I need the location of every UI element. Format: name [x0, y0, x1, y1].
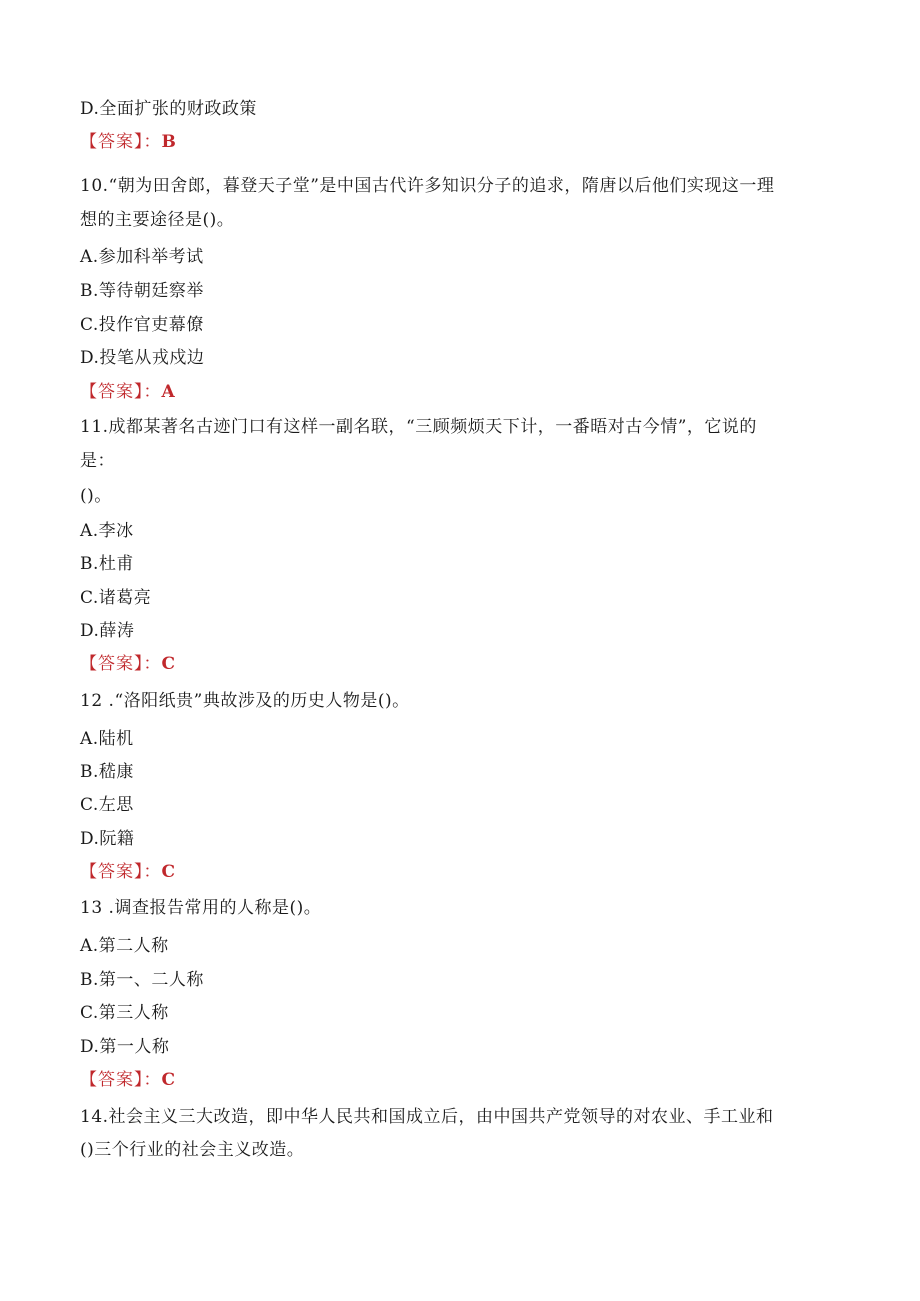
option-line: D.全面扩张的财政政策 [80, 99, 257, 119]
answer-label: 【答案】： [80, 1070, 162, 1090]
option-line: B.嵇康 [80, 762, 134, 782]
answer-value: C [161, 1070, 176, 1090]
option-line: D.阮籍 [80, 829, 135, 849]
answer-line [80, 380, 175, 404]
option-line: D.投笔从戎戍边 [80, 348, 205, 368]
answer-line [80, 1068, 176, 1092]
option-line: D.薛涛 [80, 621, 135, 641]
option-line: A.参加科举考试 [80, 247, 204, 267]
question-line: 想的主要途径是()。 [80, 210, 235, 230]
option-line: C.诸葛亮 [80, 588, 152, 608]
question-line: 12 .“洛阳纸贵”典故涉及的历史人物是()。 [80, 691, 410, 711]
answer-label: 【答案】： [80, 862, 162, 882]
option-line: A.第二人称 [80, 936, 169, 956]
question-line: 13 .调查报告常用的人称是()。 [80, 898, 322, 918]
answer-line [80, 860, 176, 884]
answer-value: C [161, 654, 176, 674]
option-line: A.李冰 [80, 521, 134, 541]
question-line: 是： [80, 451, 115, 471]
option-line: B.等待朝廷察举 [80, 281, 204, 301]
answer-label: 【答案】： [80, 654, 162, 674]
question-line: 14.社会主义三大改造，即中华人民共和国成立后，由中国共产党领导的对农业、手工业和 [80, 1107, 774, 1127]
answer-line [80, 652, 176, 676]
option-line: C.第三人称 [80, 1003, 169, 1023]
option-line: B.杜甫 [80, 554, 134, 574]
answer-value: A [161, 382, 176, 402]
question-line: ()三个行业的社会主义改造。 [80, 1140, 305, 1160]
answer-value: C [161, 862, 176, 882]
question-line: 11.成都某著名古迹门口有这样一副名联，“三顾频烦天下计，一番晤对古今情”，它说的 [80, 417, 757, 437]
answer-label: 【答案】： [80, 132, 162, 152]
option-line: C.左思 [80, 795, 134, 815]
answer-label: 【答案】： [80, 382, 162, 402]
option-line: C.投作官吏幕僚 [80, 315, 204, 335]
option-line: A.陆机 [80, 729, 134, 749]
option-line: D.第一人称 [80, 1037, 170, 1057]
answer-value: B [161, 132, 177, 152]
answer-line [80, 130, 176, 154]
question-line: 10.“朝为田舍郎，暮登天子堂”是中国古代许多知识分子的追求，隋唐以后他们实现这一理 [80, 176, 775, 196]
option-line: B.第一、二人称 [80, 970, 204, 990]
question-line: ()。 [80, 486, 112, 506]
